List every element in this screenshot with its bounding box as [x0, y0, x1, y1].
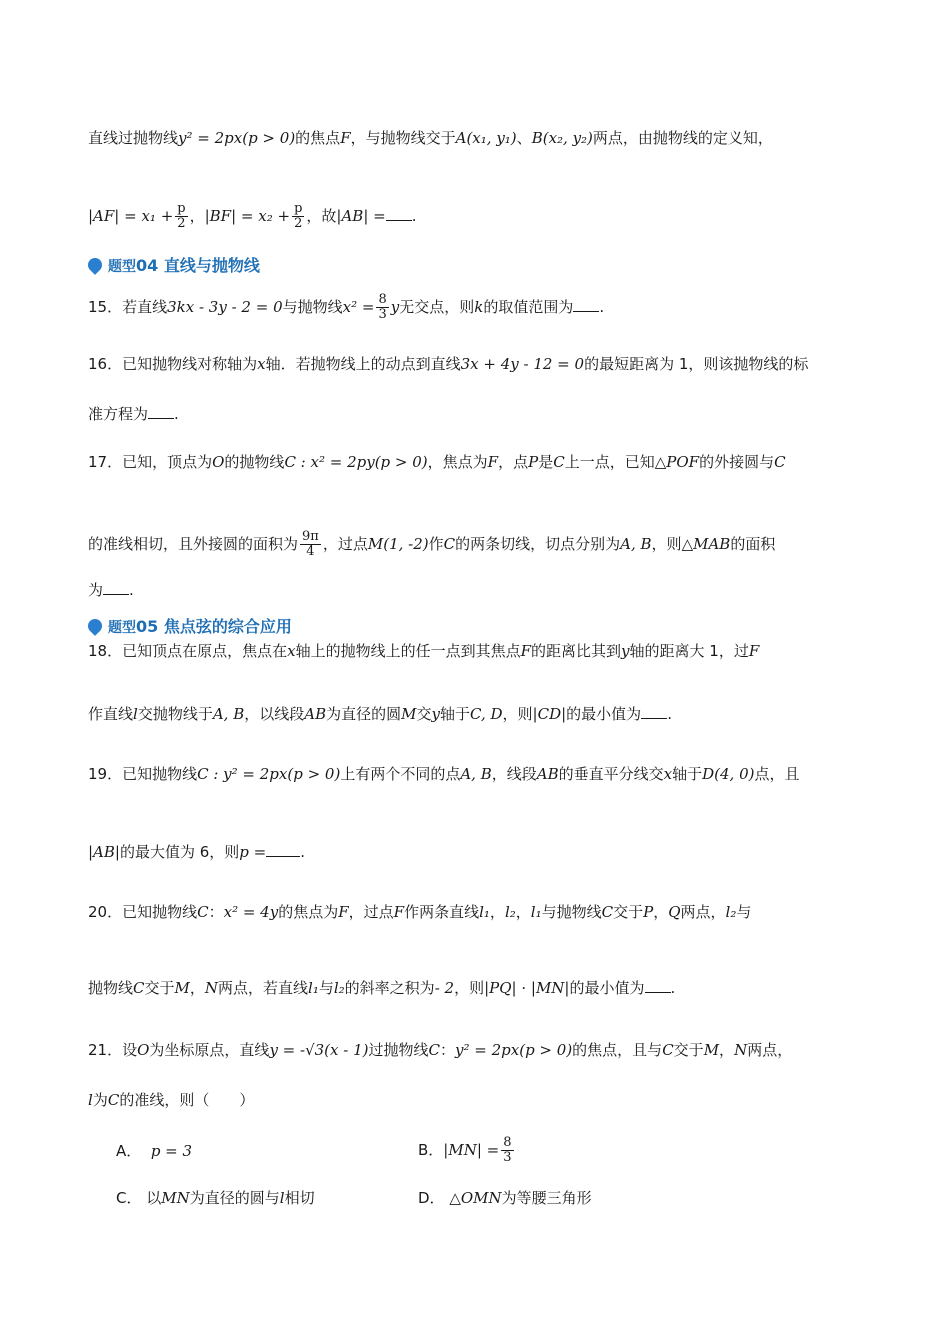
formula: A, B — [620, 535, 652, 553]
formula: A(x₁, y₁) — [455, 129, 517, 147]
text: 的距离比其到 — [531, 642, 622, 660]
question-17-line-3 — [88, 580, 134, 600]
text: . — [174, 405, 179, 423]
formula: C — [133, 979, 145, 997]
text: 的面积 — [730, 535, 776, 553]
text: 的准线相切，且外接圆的面积为 — [88, 535, 299, 553]
formula: x² = 4y — [223, 903, 279, 921]
formula: O — [137, 1041, 150, 1059]
formula: M — [401, 705, 417, 723]
text: 的最短距离为 1，则该抛物线的标 — [584, 355, 809, 373]
option-c[interactable] — [116, 1188, 315, 1208]
text: 的焦点 — [295, 129, 341, 147]
text: 上有两个不同的点 — [340, 765, 461, 783]
numerator: p — [294, 201, 303, 216]
formula: C — [428, 1041, 440, 1059]
text: ，则 — [651, 535, 682, 553]
text: 的最大值为 6，则 — [119, 843, 240, 861]
text: 以 — [146, 1189, 162, 1207]
question-16-line-2 — [88, 404, 179, 424]
location-pin-icon — [85, 255, 105, 275]
option-a[interactable] — [116, 1141, 192, 1161]
formula: |AB| = — [336, 207, 386, 225]
text: 作 — [428, 535, 444, 553]
denominator: 3 — [378, 307, 387, 322]
text: 的取值范围为 — [483, 298, 574, 316]
formula: l₁ — [530, 903, 542, 921]
formula: P — [528, 453, 539, 471]
question-20-line-1 — [88, 902, 751, 922]
fraction — [292, 202, 304, 231]
text: 准方程为 — [88, 405, 149, 423]
option-b[interactable] — [418, 1136, 516, 1165]
text: 的最小值为 — [566, 705, 642, 723]
formula: △MAB — [681, 535, 731, 553]
question-number: 21． — [88, 1041, 123, 1059]
formula: A, B — [460, 765, 492, 783]
fraction — [175, 202, 187, 231]
text: ，过点 — [322, 535, 368, 553]
text: 的垂直平分线交 — [558, 765, 664, 783]
text: 抛物线 — [88, 979, 134, 997]
formula: |AF| = x₁ + — [88, 207, 174, 225]
text: ，焦点为 — [427, 453, 488, 471]
answer-blank — [645, 978, 671, 993]
text: 已知抛物线 — [122, 903, 198, 921]
section-tag: 题型 — [108, 620, 136, 636]
formula: l₂ — [333, 979, 345, 997]
text: 点，且 — [754, 765, 800, 783]
option-label: D． — [418, 1189, 445, 1207]
text: ，点 — [498, 453, 529, 471]
text: 无交点，则 — [399, 298, 475, 316]
formula: M — [174, 979, 190, 997]
formula: C — [601, 903, 614, 921]
formula: l — [133, 705, 138, 723]
question-19-line-1 — [88, 764, 800, 784]
formula: C : y² = 2px(p > 0) — [197, 765, 341, 783]
text: . — [599, 298, 605, 316]
formula: C — [197, 903, 209, 921]
text: 的焦点，且与 — [572, 1041, 663, 1059]
question-21-line-1 — [88, 1040, 792, 1060]
formula: |MN| = — [443, 1141, 500, 1159]
question-17-line-1 — [88, 452, 786, 472]
formula: C — [662, 1041, 674, 1059]
formula: y² = 2px(p > 0) — [178, 129, 296, 147]
text: 作两条直线 — [404, 903, 480, 921]
text: 两点， — [747, 1041, 793, 1059]
question-20-line-2 — [88, 978, 675, 998]
question-16-line-1 — [88, 354, 808, 374]
section-tag: 题型 — [108, 259, 136, 275]
option-label: B． — [418, 1141, 444, 1159]
text: 与 — [736, 903, 752, 921]
formula: |CD| — [532, 705, 567, 723]
formula: |AB| — [88, 843, 120, 861]
formula: y = -√3(x - 1) — [269, 1041, 369, 1059]
text: 两点，若直线 — [218, 979, 309, 997]
location-pin-icon — [85, 616, 105, 636]
text: ，以线段 — [244, 705, 305, 723]
question-number: 19． — [88, 765, 123, 783]
text: 轴．若抛物线上的动点到直线 — [265, 355, 461, 373]
question-21-line-2 — [88, 1090, 254, 1110]
text: 已知，顶点为 — [122, 453, 213, 471]
text: 轴的距离大 1，过 — [629, 642, 749, 660]
formula: F — [520, 642, 532, 660]
formula: y — [431, 705, 440, 723]
formula: p = — [239, 843, 267, 861]
question-number: 18． — [88, 642, 123, 660]
formula: x² = — [342, 298, 375, 316]
question-number: 16． — [88, 355, 123, 373]
formula: l₁ — [308, 979, 319, 997]
text: ，则 — [454, 979, 485, 997]
text: 过抛物线 — [368, 1041, 429, 1059]
text: 两点， — [680, 903, 726, 921]
text: ， — [189, 979, 205, 997]
numerator: 8 — [503, 1135, 512, 1150]
denominator: 3 — [503, 1150, 512, 1165]
question-number: 17． — [88, 453, 123, 471]
formula: y² = 2px(p > 0) — [455, 1041, 573, 1059]
text: 为等腰三角形 — [501, 1189, 592, 1207]
text: ， — [515, 903, 531, 921]
text: 为直径的圆 — [326, 705, 402, 723]
text: ，故 — [306, 207, 337, 225]
text: 的最小值为 — [569, 979, 645, 997]
text: 两点，由抛物线的定义知， — [592, 129, 773, 147]
denominator: 2 — [294, 216, 303, 231]
formula: l₁ — [479, 903, 490, 921]
formula: MN — [161, 1189, 190, 1207]
text: ，则 — [502, 705, 533, 723]
question-number: 20． — [88, 903, 123, 921]
text: 交于 — [613, 903, 644, 921]
formula: - 2 — [434, 979, 455, 997]
formula: △POF — [654, 453, 700, 471]
formula: F — [338, 903, 349, 921]
answer-blank — [266, 842, 300, 857]
formula: A, B — [212, 705, 245, 723]
section-title: 05 焦点弦的综合应用 — [136, 617, 292, 636]
text: 的焦点为 — [278, 903, 339, 921]
denominator: 4 — [306, 544, 315, 559]
numerator: 8 — [378, 292, 387, 307]
question-15 — [88, 293, 604, 322]
option-label: C． — [116, 1189, 142, 1207]
text: 交 — [416, 705, 432, 723]
question-number: 15． — [88, 298, 123, 316]
text: ， — [719, 1041, 735, 1059]
text: 交于 — [144, 979, 175, 997]
fraction — [300, 530, 321, 559]
text: 已知抛物线 — [122, 765, 198, 783]
text: . — [411, 207, 417, 225]
text: 若直线 — [122, 298, 168, 316]
section-title: 04 直线与抛物线 — [136, 256, 260, 275]
text: . — [667, 705, 672, 723]
text: 轴上的抛物线上的任一点到其焦点 — [295, 642, 521, 660]
denominator: 2 — [177, 216, 186, 231]
question-17-line-2 — [88, 530, 775, 559]
formula: M(1, -2) — [367, 535, 429, 553]
formula: k — [474, 298, 484, 316]
formula: l₂ — [725, 903, 737, 921]
text: 已知抛物线对称轴为 — [122, 355, 258, 373]
text: 与抛物线 — [282, 298, 343, 316]
text: ， — [489, 903, 505, 921]
text: 设 — [122, 1041, 138, 1059]
formula: B(x₂, y₂) — [531, 129, 593, 147]
formula: C — [107, 1091, 120, 1109]
formula: l — [279, 1189, 285, 1207]
formula: △OMN — [449, 1189, 502, 1207]
formula: 3kx - 3y - 2 = 0 — [167, 298, 283, 316]
text: 的外接圆与 — [699, 453, 775, 471]
intro-line-1 — [88, 128, 773, 148]
text: 作直线 — [88, 705, 134, 723]
fraction — [501, 1136, 513, 1165]
text: 轴于 — [440, 705, 471, 723]
text: ： — [208, 903, 224, 921]
section-heading-04 — [88, 253, 260, 276]
formula: l₂ — [504, 903, 516, 921]
formula: O — [212, 453, 225, 471]
text: 轴于 — [672, 765, 703, 783]
formula: p = 3 — [150, 1142, 193, 1160]
intro-line-2 — [88, 202, 417, 231]
formula: C — [443, 535, 456, 553]
text: ， — [189, 207, 205, 225]
text: . — [129, 581, 134, 599]
formula: Q — [668, 903, 681, 921]
text: 的两条切线，切点分别为 — [455, 535, 621, 553]
formula: 3x + 4y - 12 = 0 — [460, 355, 585, 373]
question-18-line-2 — [88, 704, 672, 724]
formula: |BF| = x₂ + — [204, 207, 291, 225]
text: ： — [440, 1041, 456, 1059]
option-d[interactable] — [418, 1188, 592, 1208]
formula: x — [287, 642, 296, 660]
formula: C, D — [470, 705, 503, 723]
fraction — [376, 293, 388, 322]
formula: y — [390, 298, 400, 316]
formula: x — [663, 765, 673, 783]
section-heading-05 — [88, 614, 292, 637]
text: ， — [653, 903, 669, 921]
text: 上一点，已知 — [564, 453, 655, 471]
answer-blank — [641, 704, 667, 719]
text: 与 — [318, 979, 334, 997]
text: 交抛物线于 — [137, 705, 213, 723]
formula: x — [257, 355, 266, 373]
text: 相切 — [284, 1189, 315, 1207]
question-18-line-1 — [88, 641, 759, 661]
text: 为 — [88, 581, 104, 599]
text: 、 — [516, 129, 532, 147]
formula: F — [487, 453, 499, 471]
formula: C — [553, 453, 565, 471]
formula: AB — [304, 705, 327, 723]
formula: C : x² = 2py(p > 0) — [284, 453, 428, 471]
formula: F — [340, 129, 351, 147]
formula: l — [88, 1091, 93, 1109]
text: 为坐标原点，直线 — [149, 1041, 270, 1059]
text: ，与抛物线交于 — [350, 129, 456, 147]
text: 的斜率之积为 — [344, 979, 435, 997]
formula: N — [204, 979, 219, 997]
formula: F — [393, 903, 405, 921]
formula: AB — [536, 765, 559, 783]
answer-blank — [103, 580, 129, 595]
text: 直线过抛物线 — [88, 129, 179, 147]
text: ，过点 — [348, 903, 394, 921]
text: 为 — [92, 1091, 108, 1109]
formula: N — [734, 1041, 748, 1059]
answer-blank — [386, 206, 412, 221]
text: 交于 — [673, 1041, 704, 1059]
text: . — [300, 843, 306, 861]
text: 是 — [538, 453, 554, 471]
text: 与抛物线 — [541, 903, 602, 921]
text: . — [670, 979, 676, 997]
formula: |PQ| · |MN| — [484, 979, 570, 997]
formula: M — [703, 1041, 720, 1059]
formula: y — [621, 642, 630, 660]
answer-blank — [573, 297, 599, 312]
numerator: p — [177, 201, 186, 216]
text: 已知顶点在原点，焦点在 — [122, 642, 288, 660]
text: 为直径的圆与 — [189, 1189, 280, 1207]
formula: D(4, 0) — [702, 765, 755, 783]
formula: F — [748, 642, 760, 660]
formula: P — [643, 903, 654, 921]
formula: C — [774, 453, 786, 471]
text: 的准线，则（ ） — [119, 1091, 255, 1109]
question-19-line-2 — [88, 842, 305, 862]
text: ，线段 — [491, 765, 537, 783]
answer-blank — [148, 404, 174, 419]
numerator: 9π — [302, 529, 319, 544]
option-label: A． — [116, 1142, 142, 1160]
text: 的抛物线 — [224, 453, 285, 471]
